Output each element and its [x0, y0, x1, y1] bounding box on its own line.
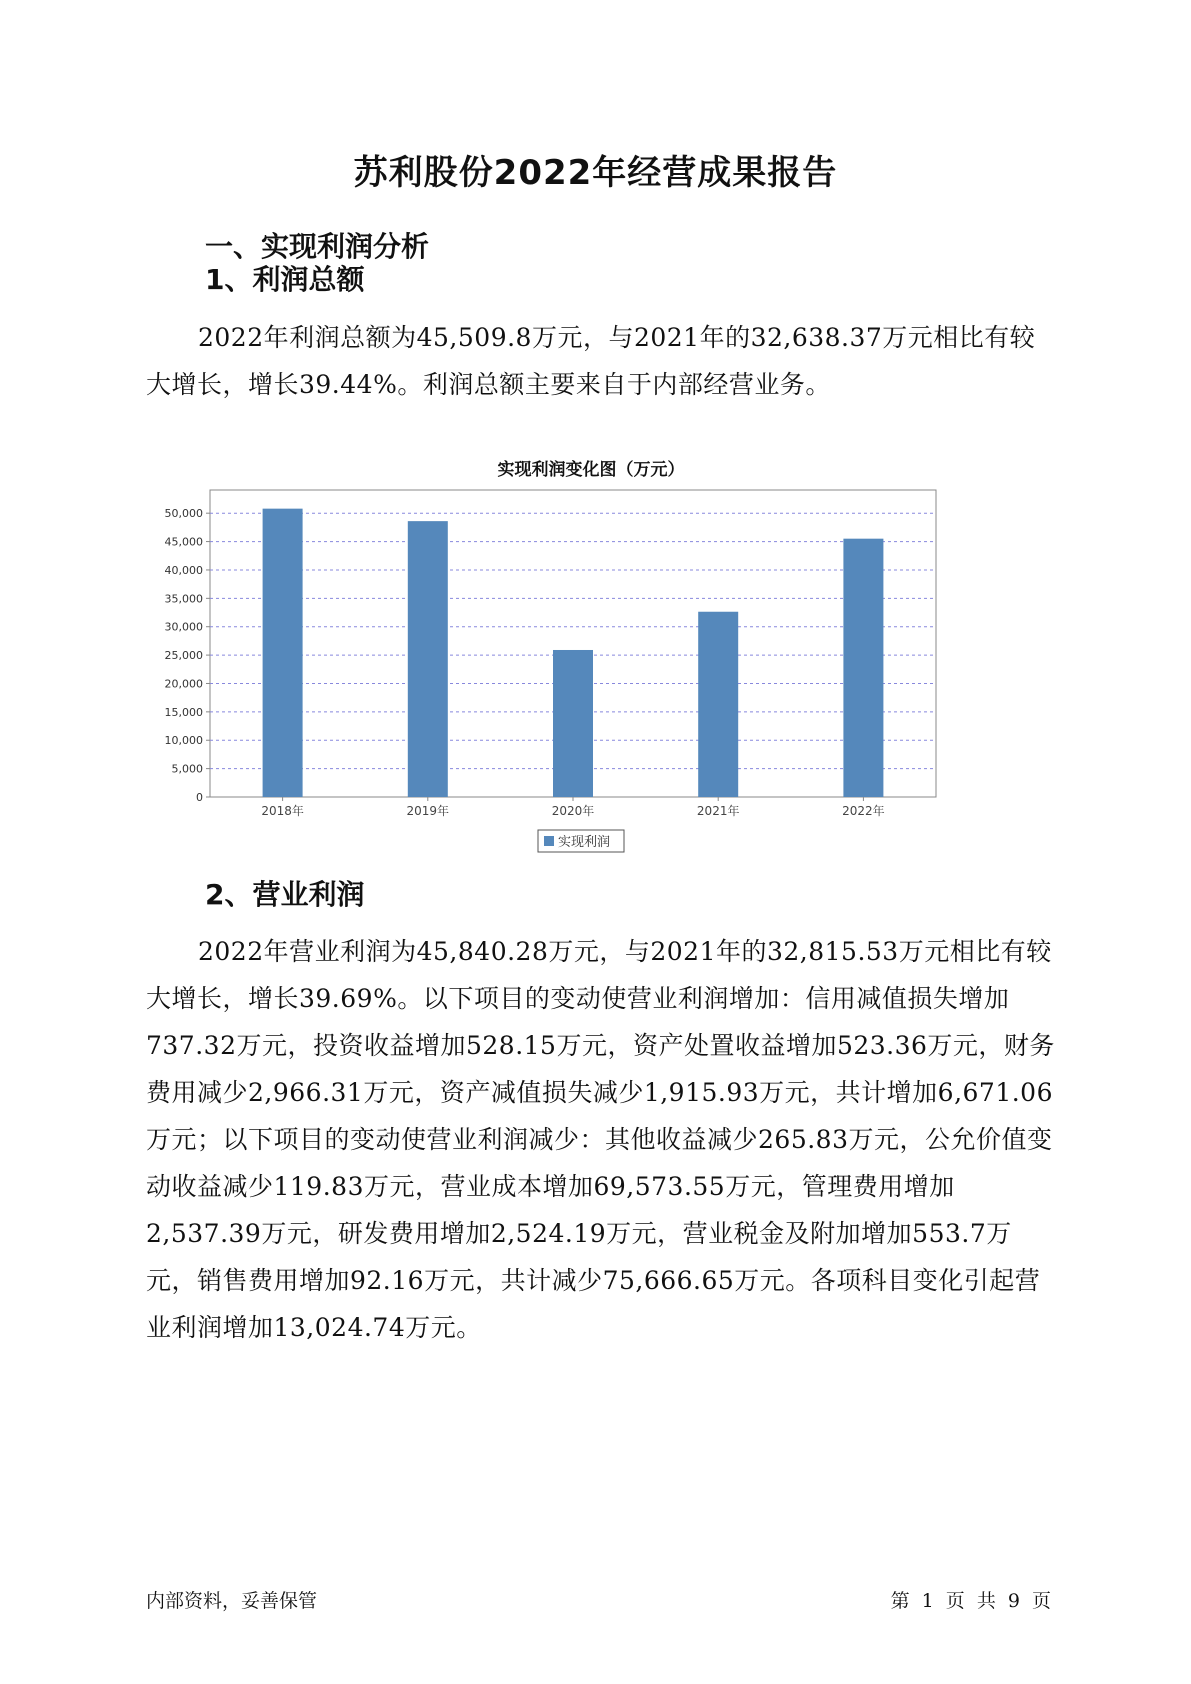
- chart-canvas: [146, 485, 1036, 925]
- x-tick-label: 2022年: [842, 804, 885, 818]
- subsection-heading-total-profit: 1、利润总额: [205, 263, 365, 296]
- bar: [843, 539, 883, 797]
- legend-swatch: [544, 836, 554, 846]
- footer-page-number: 第 1 页 共 9 页: [890, 1590, 1051, 1612]
- y-tick-label: 25,000: [164, 649, 203, 663]
- x-tick-label: 2020年: [551, 804, 595, 818]
- y-tick-label: 40,000: [164, 563, 203, 577]
- section-heading-profit-analysis: 一、实现利润分析: [205, 230, 430, 263]
- bar: [408, 521, 448, 797]
- y-tick-label: 50,000: [164, 507, 203, 521]
- x-tick-label: 2018年: [261, 804, 304, 818]
- y-tick-label: 20,000: [164, 677, 203, 691]
- y-tick-label: 15,000: [164, 705, 203, 719]
- y-tick-label: 0: [196, 791, 203, 804]
- bar: [698, 612, 738, 797]
- chart-title: 实现利润变化图（万元）: [497, 460, 685, 480]
- footer-confidential-note: 内部资料，妥善保管: [146, 1590, 318, 1612]
- bar: [553, 650, 593, 797]
- bar: [263, 509, 303, 797]
- operating-profit-paragraph: 2022年营业利润为45,840.28万元，与2021年的32,815.53万元相比有较大增长，增长39.69%。以下项目的变动使营业利润增加：信用减值损失增加737.32万元，投资收益增加528.15万元，资产处置收益增加523.36万元，财务费用减少2,966.31万元，资产减值损失减少1,915.93万元，共计增加6,671.06万元；以下项目的变动使营业利润减少：其他收益减少265.83万元，公允价值变动收益减少119.83万元，营业成本增加69,573.55万元，管理费用增加2,537.39万元，研发费用增加2,524.19万元，营业税金及附加增加553.7万元，销售费用增加92.16万元，共计减少75,666.65万元。各项科目变化引起营业利润增加13,024.74万元。: [146, 937, 1055, 1342]
- y-tick-label: 35,000: [164, 592, 203, 606]
- x-tick-label: 2019年: [406, 804, 450, 818]
- y-tick-label: 10,000: [164, 734, 203, 748]
- legend-label: 实现利润: [558, 835, 611, 850]
- x-tick-label: 2021年: [696, 804, 740, 818]
- profit-chart: [146, 455, 1036, 925]
- y-tick-label: 30,000: [164, 620, 203, 634]
- total-profit-paragraph: 2022年利润总额为45,509.8万元，与2021年的32,638.37万元相比有较大增长，增长39.44%。利润总额主要来自于内部经营业务。: [146, 323, 1036, 399]
- document-title: 苏利股份2022年经营成果报告: [353, 153, 838, 193]
- subsection-heading-operating-profit: 2、营业利润: [205, 878, 365, 911]
- y-tick-label: 5,000: [171, 762, 203, 776]
- y-tick-label: 45,000: [164, 535, 203, 549]
